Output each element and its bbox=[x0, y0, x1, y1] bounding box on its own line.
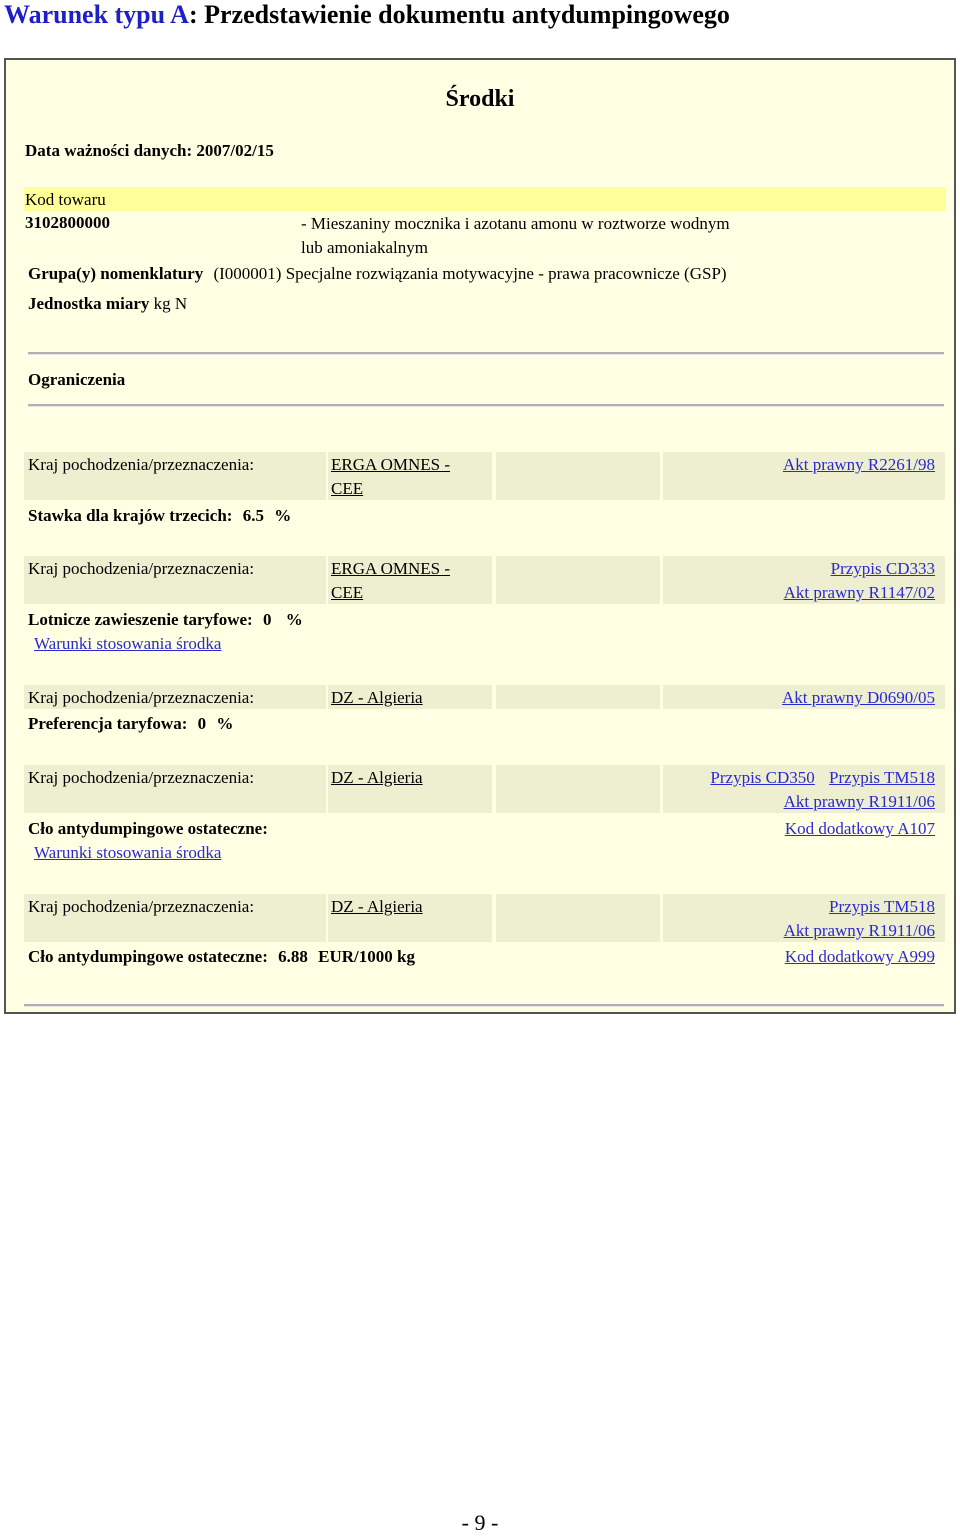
footnote-link[interactable]: Przypis CD350 bbox=[710, 768, 815, 787]
goods-code-label: Kod towaru bbox=[25, 190, 106, 209]
nomenclature-row bbox=[28, 262, 727, 286]
validity-label: Data ważności danych: bbox=[25, 141, 193, 160]
panel-title: Środki bbox=[445, 86, 515, 112]
rate-unit: % bbox=[274, 506, 292, 525]
document-heading bbox=[4, 0, 730, 30]
divider bbox=[24, 1004, 944, 1007]
restrictions-label: Ograniczenia bbox=[28, 370, 126, 389]
unit-row bbox=[28, 292, 187, 316]
unit-value: kg N bbox=[153, 294, 188, 313]
divider bbox=[28, 352, 944, 355]
legal-act-link[interactable]: Akt prawny R1147/02 bbox=[783, 583, 935, 602]
rate-value: 6.88 bbox=[278, 947, 308, 966]
additional-code-link[interactable]: Kod dodatkowy A107 bbox=[784, 819, 935, 838]
rate-row bbox=[28, 712, 233, 736]
page-number: - 9 - bbox=[461, 1510, 499, 1535]
country-label: Kraj pochodzenia/przeznaczenia: bbox=[28, 768, 255, 787]
legal-act-link[interactable]: Akt prawny R1911/06 bbox=[783, 921, 935, 940]
country-label: Kraj pochodzenia/przeznaczenia: bbox=[28, 688, 255, 707]
rate-row bbox=[28, 608, 303, 632]
country-link[interactable]: CEE bbox=[331, 479, 364, 498]
rate-value: 0 bbox=[262, 610, 272, 629]
footnote-links bbox=[663, 766, 935, 790]
nomenclature-label: Grupa(y) nomenklatury bbox=[28, 264, 204, 283]
goods-code-header-bar bbox=[24, 187, 946, 211]
rate-label: Cło antydumpingowe ostateczne: bbox=[28, 819, 268, 838]
divider bbox=[28, 404, 944, 407]
additional-code-link[interactable]: Kod dodatkowy A999 bbox=[784, 947, 935, 966]
rate-label: Lotnicze zawieszenie taryfowe: bbox=[28, 610, 253, 629]
footnote-link[interactable]: Przypis CD333 bbox=[830, 559, 935, 578]
goods-code: 3102800000 bbox=[25, 213, 110, 232]
goods-description-line1: - Mieszaniny mocznika i azotanu amonu w roztworze wodnym bbox=[301, 214, 730, 233]
footnote-link[interactable]: Przypis TM518 bbox=[829, 897, 935, 916]
unit-label: Jednostka miary bbox=[28, 294, 150, 313]
goods-description-line2: lub amoniakalnym bbox=[301, 238, 429, 257]
rate-value: 0 bbox=[197, 714, 207, 733]
country-label: Kraj pochodzenia/przeznaczenia: bbox=[28, 455, 255, 474]
rate-label: Preferencja taryfowa: bbox=[28, 714, 188, 733]
country-link[interactable]: CEE bbox=[331, 583, 364, 602]
conditions-link[interactable]: Warunki stosowania środka bbox=[34, 843, 222, 862]
rate-label: Stawka dla krajów trzecich: bbox=[28, 506, 233, 525]
legal-act-link[interactable]: Akt prawny R1911/06 bbox=[783, 792, 935, 811]
country-link[interactable]: DZ - Algieria bbox=[331, 768, 423, 787]
rate-unit: % bbox=[285, 610, 303, 629]
nomenclature-value: (I000001) Specjalne rozwiązania motywacyjne - prawa pracownicze (GSP) bbox=[213, 264, 727, 283]
country-label: Kraj pochodzenia/przeznaczenia: bbox=[28, 559, 255, 578]
country-link[interactable]: ERGA OMNES - bbox=[331, 455, 451, 474]
measures-panel bbox=[4, 58, 956, 1014]
heading-condition-type: Warunek typu A bbox=[4, 0, 189, 29]
rate-unit: % bbox=[216, 714, 234, 733]
country-link[interactable]: DZ - Algieria bbox=[331, 897, 423, 916]
rate-row bbox=[28, 504, 291, 528]
conditions-link[interactable]: Warunki stosowania środka bbox=[34, 634, 222, 653]
rate-value: 6.5 bbox=[242, 506, 264, 525]
country-label: Kraj pochodzenia/przeznaczenia: bbox=[28, 897, 255, 916]
rate-row bbox=[28, 945, 415, 969]
validity-row bbox=[25, 139, 274, 163]
legal-act-link[interactable]: Akt prawny D0690/05 bbox=[782, 688, 935, 707]
legal-act-link[interactable]: Akt prawny R2261/98 bbox=[782, 455, 935, 474]
footnote-link[interactable]: Przypis TM518 bbox=[829, 768, 935, 787]
heading-description: : Przedstawienie dokumentu antydumpingowego bbox=[188, 0, 730, 29]
rate-unit: EUR/1000 kg bbox=[318, 947, 415, 966]
country-link[interactable]: DZ - Algieria bbox=[331, 688, 423, 707]
validity-date: 2007/02/15 bbox=[196, 141, 274, 160]
country-link[interactable]: ERGA OMNES - bbox=[331, 559, 451, 578]
rate-label: Cło antydumpingowe ostateczne: bbox=[28, 947, 268, 966]
